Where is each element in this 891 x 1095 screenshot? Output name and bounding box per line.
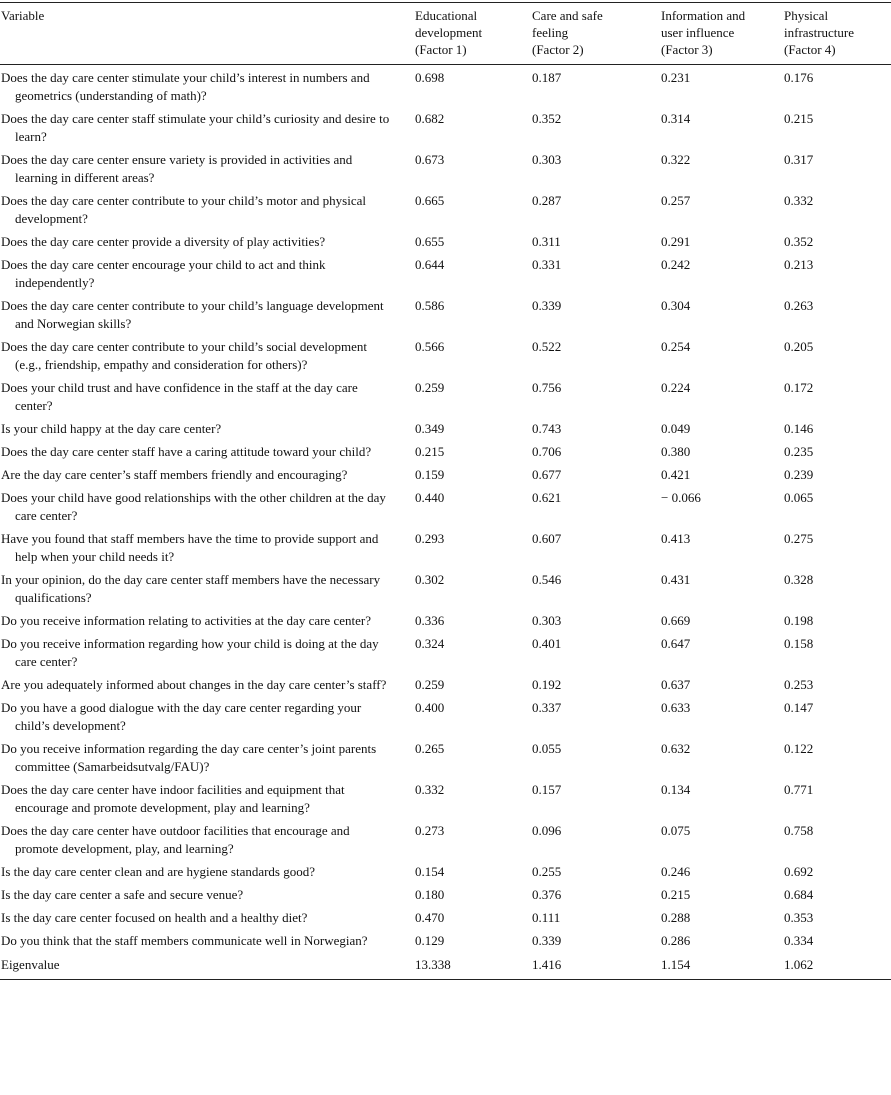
table-header <box>0 3 891 65</box>
loading-factor-1: 0.215 <box>415 444 445 459</box>
loading-factor-1: 0.159 <box>415 467 445 482</box>
variable-cell <box>0 740 403 781</box>
table-row <box>0 863 891 886</box>
loading-factor-2: 0.677 <box>532 467 562 482</box>
loading-factor-2: 0.546 <box>532 572 562 587</box>
loading-factor-3: 0.431 <box>661 572 691 587</box>
loading-factor-1: 0.698 <box>415 70 445 85</box>
loading-factor-3: 0.075 <box>661 823 691 838</box>
loading-factor-2: 0.352 <box>532 111 562 126</box>
loading-factor-4: 0.263 <box>784 298 814 313</box>
header-factor-1 <box>403 3 527 65</box>
variable-text: Does the day care center staff have a caring attitude toward your child? <box>1 444 372 459</box>
variable-cell <box>0 192 403 233</box>
loading-factor-4: 0.172 <box>784 380 814 395</box>
loading-factor-4: 0.352 <box>784 234 814 249</box>
loading-factor-3: 0.304 <box>661 298 691 313</box>
loading-factor-1: 0.673 <box>415 152 445 167</box>
variable-text: Do you receive information regarding how your child is doing at the day care center? <box>1 636 379 669</box>
header-line: infrastructure <box>784 25 855 40</box>
header-line: (Factor 1) <box>415 42 467 57</box>
loading-factor-2: 0.255 <box>532 864 562 879</box>
table-row <box>0 822 891 863</box>
variable-text: Does your child trust and have confidence in the staff at the day care center? <box>1 380 358 413</box>
loading-factor-3: 0.633 <box>661 700 691 715</box>
variable-cell <box>0 863 403 886</box>
loading-factor-1: 0.336 <box>415 613 445 628</box>
header-line: Variable <box>1 8 45 23</box>
loading-factor-3: 0.647 <box>661 636 691 651</box>
loading-factor-2: 0.192 <box>532 677 562 692</box>
table-row <box>0 297 891 338</box>
variable-cell <box>0 297 403 338</box>
loading-factor-4: 0.275 <box>784 531 814 546</box>
variable-cell <box>0 612 403 635</box>
variable-text: Do you receive information relating to activities at the day care center? <box>1 613 371 628</box>
header-line: (Factor 2) <box>532 42 584 57</box>
variable-cell <box>0 909 403 932</box>
loading-factor-3: 0.288 <box>661 910 691 925</box>
loading-factor-3: 0.421 <box>661 467 691 482</box>
header-line: (Factor 3) <box>661 42 713 57</box>
header-line: Educational <box>415 8 478 23</box>
table-body <box>0 65 891 980</box>
variable-text: Does the day care center provide a diversity of play activities? <box>1 234 326 249</box>
variable-cell <box>0 338 403 379</box>
loading-factor-4: 0.205 <box>784 339 814 354</box>
loading-factor-4: 0.215 <box>784 111 814 126</box>
variable-cell <box>0 443 403 466</box>
header-line: Information and <box>661 8 746 23</box>
loading-factor-3: 0.380 <box>661 444 691 459</box>
loading-factor-3: 0.215 <box>661 887 691 902</box>
loading-factor-2: 0.187 <box>532 70 562 85</box>
variable-text: Is the day care center a safe and secure venue? <box>1 887 244 902</box>
loading-factor-4: 0.353 <box>784 910 814 925</box>
variable-text: Is the day care center focused on health and a healthy diet? <box>1 910 308 925</box>
loading-factor-2: 0.337 <box>532 700 562 715</box>
table-row <box>0 530 891 571</box>
loading-factor-2: 0.096 <box>532 823 562 838</box>
variable-cell <box>0 822 403 863</box>
loading-factor-1: 0.273 <box>415 823 445 838</box>
loading-factor-3: 0.257 <box>661 193 691 208</box>
loading-factor-2: 0.157 <box>532 782 562 797</box>
loading-factor-3: 0.669 <box>661 613 691 628</box>
variable-cell <box>0 110 403 151</box>
loading-factor-3: 0.246 <box>661 864 691 879</box>
variable-cell <box>0 635 403 676</box>
loading-factor-4: 0.198 <box>784 613 814 628</box>
header-factor-3 <box>641 3 781 65</box>
loading-factor-1: 0.400 <box>415 700 445 715</box>
loading-factor-3: 0.413 <box>661 531 691 546</box>
variable-text: Does the day care center encourage your child to act and think independently? <box>1 257 326 290</box>
loading-factor-2: 0.607 <box>532 531 562 546</box>
variable-cell <box>0 420 403 443</box>
variable-cell <box>0 379 403 420</box>
header-line: Physical <box>784 8 829 23</box>
loading-factor-3: 0.254 <box>661 339 691 354</box>
loading-factor-3: 0.049 <box>661 421 691 436</box>
table-row <box>0 151 891 192</box>
loading-factor-1: 0.566 <box>415 339 445 354</box>
loading-factor-2: 0.311 <box>532 234 561 249</box>
loading-factor-1: 0.129 <box>415 933 445 948</box>
variable-text: Do you think that the staff members communicate well in Norwegian? <box>1 933 368 948</box>
loading-factor-1: 0.293 <box>415 531 445 546</box>
header-factor-2 <box>527 3 641 65</box>
variable-cell <box>0 932 403 955</box>
table-row <box>0 489 891 530</box>
loading-factor-1: 0.259 <box>415 380 445 395</box>
header-line: (Factor 4) <box>784 42 836 57</box>
eigenvalue-row <box>0 955 891 980</box>
table-row <box>0 740 891 781</box>
factor-loadings-table <box>0 2 891 980</box>
variable-text: Have you found that staff members have the time to provide support and help when your child needs it? <box>1 531 379 564</box>
variable-text: Do you have a good dialogue with the day care center regarding your child’s development? <box>1 700 362 733</box>
variable-text: Does the day care center contribute to your child’s motor and physical development? <box>1 193 366 226</box>
table-row <box>0 338 891 379</box>
table-row <box>0 571 891 612</box>
loading-factor-3: 0.637 <box>661 677 691 692</box>
loading-factor-4: 0.317 <box>784 152 814 167</box>
loading-factor-1: 0.180 <box>415 887 445 902</box>
loading-factor-2: 0.339 <box>532 298 562 313</box>
table-row <box>0 635 891 676</box>
header-line: development <box>415 25 483 40</box>
table-row <box>0 110 891 151</box>
loading-factor-3: − 0.066 <box>661 490 701 505</box>
eigenvalue-label: Eigenvalue <box>1 957 60 972</box>
variable-text: Does the day care center staff stimulate your child’s curiosity and desire to learn? <box>1 111 390 144</box>
table-row <box>0 192 891 233</box>
loading-factor-3: 0.134 <box>661 782 691 797</box>
loading-factor-3: 0.632 <box>661 741 691 756</box>
variable-cell <box>0 781 403 822</box>
table-row <box>0 443 891 466</box>
loading-factor-3: 0.286 <box>661 933 691 948</box>
loading-factor-4: 0.334 <box>784 933 814 948</box>
variable-text: Does the day care center stimulate your child’s interest in numbers and geometrics (understanding of math)? <box>1 70 370 103</box>
variable-cell <box>0 151 403 192</box>
loading-factor-4: 0.684 <box>784 887 814 902</box>
loading-factor-2: 0.401 <box>532 636 562 651</box>
loading-factor-2: 0.756 <box>532 380 562 395</box>
loading-factor-1: 0.324 <box>415 636 445 651</box>
header-factor-4 <box>781 3 891 65</box>
variable-text: Does the day care center contribute to your child’s language development and Norwegian skills? <box>1 298 384 331</box>
variable-cell <box>0 530 403 571</box>
variable-text: Does the day care center contribute to your child’s social development (e.g., friendship, empathy and consideration for others)? <box>1 339 368 372</box>
eigenvalue-factor-3: 1.154 <box>661 957 691 972</box>
loading-factor-2: 0.287 <box>532 193 562 208</box>
table-row <box>0 466 891 489</box>
loading-factor-2: 0.376 <box>532 887 562 902</box>
table-row <box>0 676 891 699</box>
table-row <box>0 420 891 443</box>
variable-text: Is the day care center clean and are hygiene standards good? <box>1 864 316 879</box>
header-row <box>0 3 891 65</box>
loading-factor-4: 0.253 <box>784 677 814 692</box>
loading-factor-2: 0.743 <box>532 421 562 436</box>
table-row <box>0 379 891 420</box>
loading-factor-1: 0.682 <box>415 111 445 126</box>
loading-factor-1: 0.440 <box>415 490 445 505</box>
table-row <box>0 612 891 635</box>
variable-text: Does your child have good relationships with the other children at the day care center? <box>1 490 386 523</box>
loading-factor-3: 0.322 <box>661 152 691 167</box>
loading-factor-1: 0.332 <box>415 782 445 797</box>
loading-factor-1: 0.665 <box>415 193 445 208</box>
variable-text: Are the day care center’s staff members friendly and encouraging? <box>1 467 348 482</box>
loading-factor-1: 0.154 <box>415 864 445 879</box>
table-row <box>0 781 891 822</box>
loading-factor-4: 0.239 <box>784 467 814 482</box>
loading-factor-4: 0.332 <box>784 193 814 208</box>
loading-factor-1: 0.265 <box>415 741 445 756</box>
loading-factor-4: 0.158 <box>784 636 814 651</box>
loading-factor-4: 0.176 <box>784 70 814 85</box>
eigenvalue-factor-4: 1.062 <box>784 957 814 972</box>
variable-text: Does the day care center ensure variety is provided in activities and learning in different areas? <box>1 152 353 185</box>
loading-factor-4: 0.065 <box>784 490 814 505</box>
variable-cell <box>0 699 403 740</box>
variable-text: In your opinion, do the day care center staff members have the necessary qualifications? <box>1 572 381 605</box>
header-line: Care and safe <box>532 8 603 23</box>
loading-factor-2: 0.522 <box>532 339 562 354</box>
table-row <box>0 932 891 955</box>
loading-factor-1: 0.655 <box>415 234 445 249</box>
loading-factor-1: 0.644 <box>415 257 445 272</box>
loading-factor-3: 0.314 <box>661 111 691 126</box>
header-line: feeling <box>532 25 569 40</box>
loading-factor-4: 0.328 <box>784 572 814 587</box>
variable-text: Is your child happy at the day care center? <box>1 421 222 436</box>
variable-cell <box>0 233 403 256</box>
table-row <box>0 256 891 297</box>
loading-factor-2: 0.706 <box>532 444 562 459</box>
variable-cell <box>0 466 403 489</box>
table-row <box>0 233 891 256</box>
table-row <box>0 699 891 740</box>
loading-factor-3: 0.291 <box>661 234 691 249</box>
variable-cell <box>0 256 403 297</box>
loading-factor-2: 0.111 <box>532 910 561 925</box>
loading-factor-2: 0.621 <box>532 490 562 505</box>
loading-factor-3: 0.242 <box>661 257 691 272</box>
loading-factor-4: 0.146 <box>784 421 814 436</box>
variable-cell <box>0 886 403 909</box>
loading-factor-1: 0.349 <box>415 421 445 436</box>
loading-factor-4: 0.122 <box>784 741 814 756</box>
header-variable <box>0 3 403 65</box>
variable-cell <box>0 571 403 612</box>
variable-text: Do you receive information regarding the day care center’s joint parents committee (Samarbeidsutvalg/FAU)? <box>1 741 377 774</box>
loading-factor-4: 0.147 <box>784 700 814 715</box>
loading-factor-4: 0.213 <box>784 257 814 272</box>
table-row <box>0 65 891 111</box>
loading-factor-1: 0.470 <box>415 910 445 925</box>
eigenvalue-factor-1: 13.338 <box>415 957 451 972</box>
table-row <box>0 909 891 932</box>
loading-factor-2: 0.331 <box>532 257 562 272</box>
variable-text: Does the day care center have outdoor facilities that encourage and promote development, play, and learning? <box>1 823 350 856</box>
loading-factor-3: 0.231 <box>661 70 691 85</box>
loading-factor-4: 0.758 <box>784 823 814 838</box>
header-line: user influence <box>661 25 735 40</box>
variable-cell <box>0 489 403 530</box>
loading-factor-3: 0.224 <box>661 380 691 395</box>
loading-factor-4: 0.235 <box>784 444 814 459</box>
variable-cell <box>0 65 403 111</box>
table-row <box>0 886 891 909</box>
loading-factor-1: 0.259 <box>415 677 445 692</box>
eigenvalue-factor-2: 1.416 <box>532 957 562 972</box>
loading-factor-4: 0.692 <box>784 864 814 879</box>
variable-text: Are you adequately informed about changes in the day care center’s staff? <box>1 677 387 692</box>
loading-factor-1: 0.302 <box>415 572 445 587</box>
loading-factor-2: 0.339 <box>532 933 562 948</box>
variable-text: Does the day care center have indoor facilities and equipment that encourage and promote development, play and learning? <box>1 782 345 815</box>
variable-cell <box>0 676 403 699</box>
loading-factor-2: 0.303 <box>532 613 562 628</box>
loading-factor-4: 0.771 <box>784 782 814 797</box>
loading-factor-2: 0.055 <box>532 741 562 756</box>
loading-factor-1: 0.586 <box>415 298 445 313</box>
loading-factor-2: 0.303 <box>532 152 562 167</box>
